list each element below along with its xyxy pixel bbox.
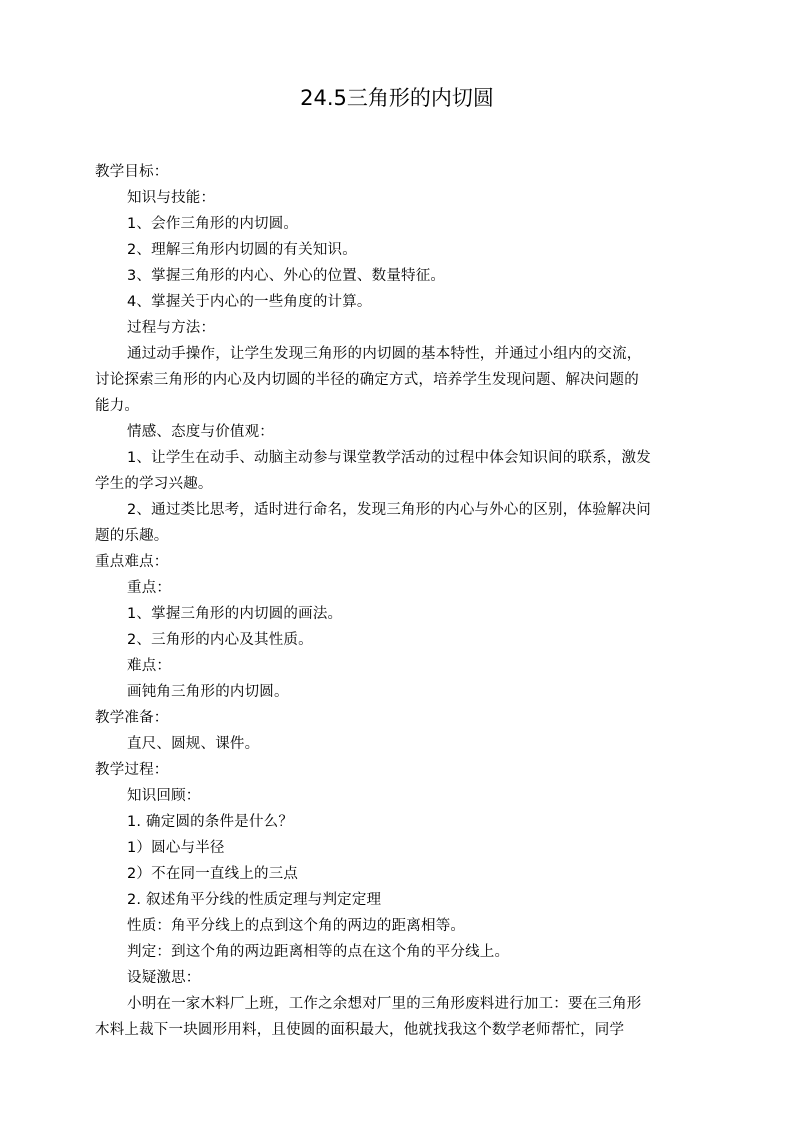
subheading-review: 知识回顾： <box>127 788 201 804</box>
subheading-inquiry: 设疑激思： <box>127 970 201 986</box>
list-item: 2、三角形的内心及其性质。 <box>127 632 313 648</box>
list-item: 4、掌握关于内心的一些角度的计算。 <box>127 294 372 310</box>
paragraph-line: 1、让学生在动手、动脑主动参与课堂教学活动的过程中体会知识间的联系，激发 <box>127 450 651 466</box>
paragraph-line: 学生的学习兴趣。 <box>95 476 213 492</box>
list-item: 1. 确定圆的条件是什么？ <box>127 814 294 830</box>
subheading-attitude-values: 情感、态度与价值观： <box>127 424 274 440</box>
subheading-key: 重点： <box>127 580 172 596</box>
paragraph-line: 能力。 <box>95 398 140 414</box>
section-heading-preparation: 教学准备： <box>95 710 169 726</box>
subheading-process-method: 过程与方法： <box>127 320 216 336</box>
list-item: 3、掌握三角形的内心、外心的位置、数量特征。 <box>127 268 446 284</box>
section-heading-key-points: 重点难点： <box>95 554 169 570</box>
list-item: 2. 叙述角平分线的性质定理与判定定理 <box>127 892 382 908</box>
list-item: 1、掌握三角形的内切圆的画法。 <box>127 606 343 622</box>
paragraph-line: 性质：角平分线上的点到这个角的两边的距离相等。 <box>127 918 466 934</box>
list-item: 1）圆心与半径 <box>127 840 225 856</box>
section-heading-objectives: 教学目标： <box>95 164 169 180</box>
list-item: 2、理解三角形内切圆的有关知识。 <box>127 242 357 258</box>
paragraph-line: 2、通过类比思考，适时进行命名，发现三角形的内心与外心的区别，体验解决问 <box>127 502 651 518</box>
paragraph-line: 直尺、圆规、课件。 <box>127 736 260 752</box>
paragraph-line: 题的乐趣。 <box>95 528 169 544</box>
document-title: 24.5三角形的内切圆 <box>300 86 494 110</box>
section-heading-process: 教学过程： <box>95 762 169 778</box>
list-item: 2）不在同一直线上的三点 <box>127 866 299 882</box>
paragraph-line: 小明在一家木料厂上班，工作之余想对厂里的三角形废料进行加工：要在三角形 <box>127 996 642 1012</box>
paragraph-line: 判定：到这个角的两边距离相等的点在这个角的平分线上。 <box>127 944 510 960</box>
subheading-knowledge-skills: 知识与技能： <box>127 190 216 206</box>
paragraph-line: 木料上裁下一块圆形用料，且使圆的面积最大，他就找我这个数学老师帮忙，同学 <box>95 1022 625 1038</box>
paragraph-line: 通过动手操作，让学生发现三角形的内切圆的基本特性，并通过小组内的交流， <box>127 346 642 362</box>
list-item: 1、会作三角形的内切圆。 <box>127 216 299 232</box>
paragraph-line: 讨论探索三角形的内心及内切圆的半径的确定方式，培养学生发现问题、解决问题的 <box>95 372 639 388</box>
paragraph-line: 画钝角三角形的内切圆。 <box>127 684 289 700</box>
subheading-difficulty: 难点： <box>127 658 172 674</box>
